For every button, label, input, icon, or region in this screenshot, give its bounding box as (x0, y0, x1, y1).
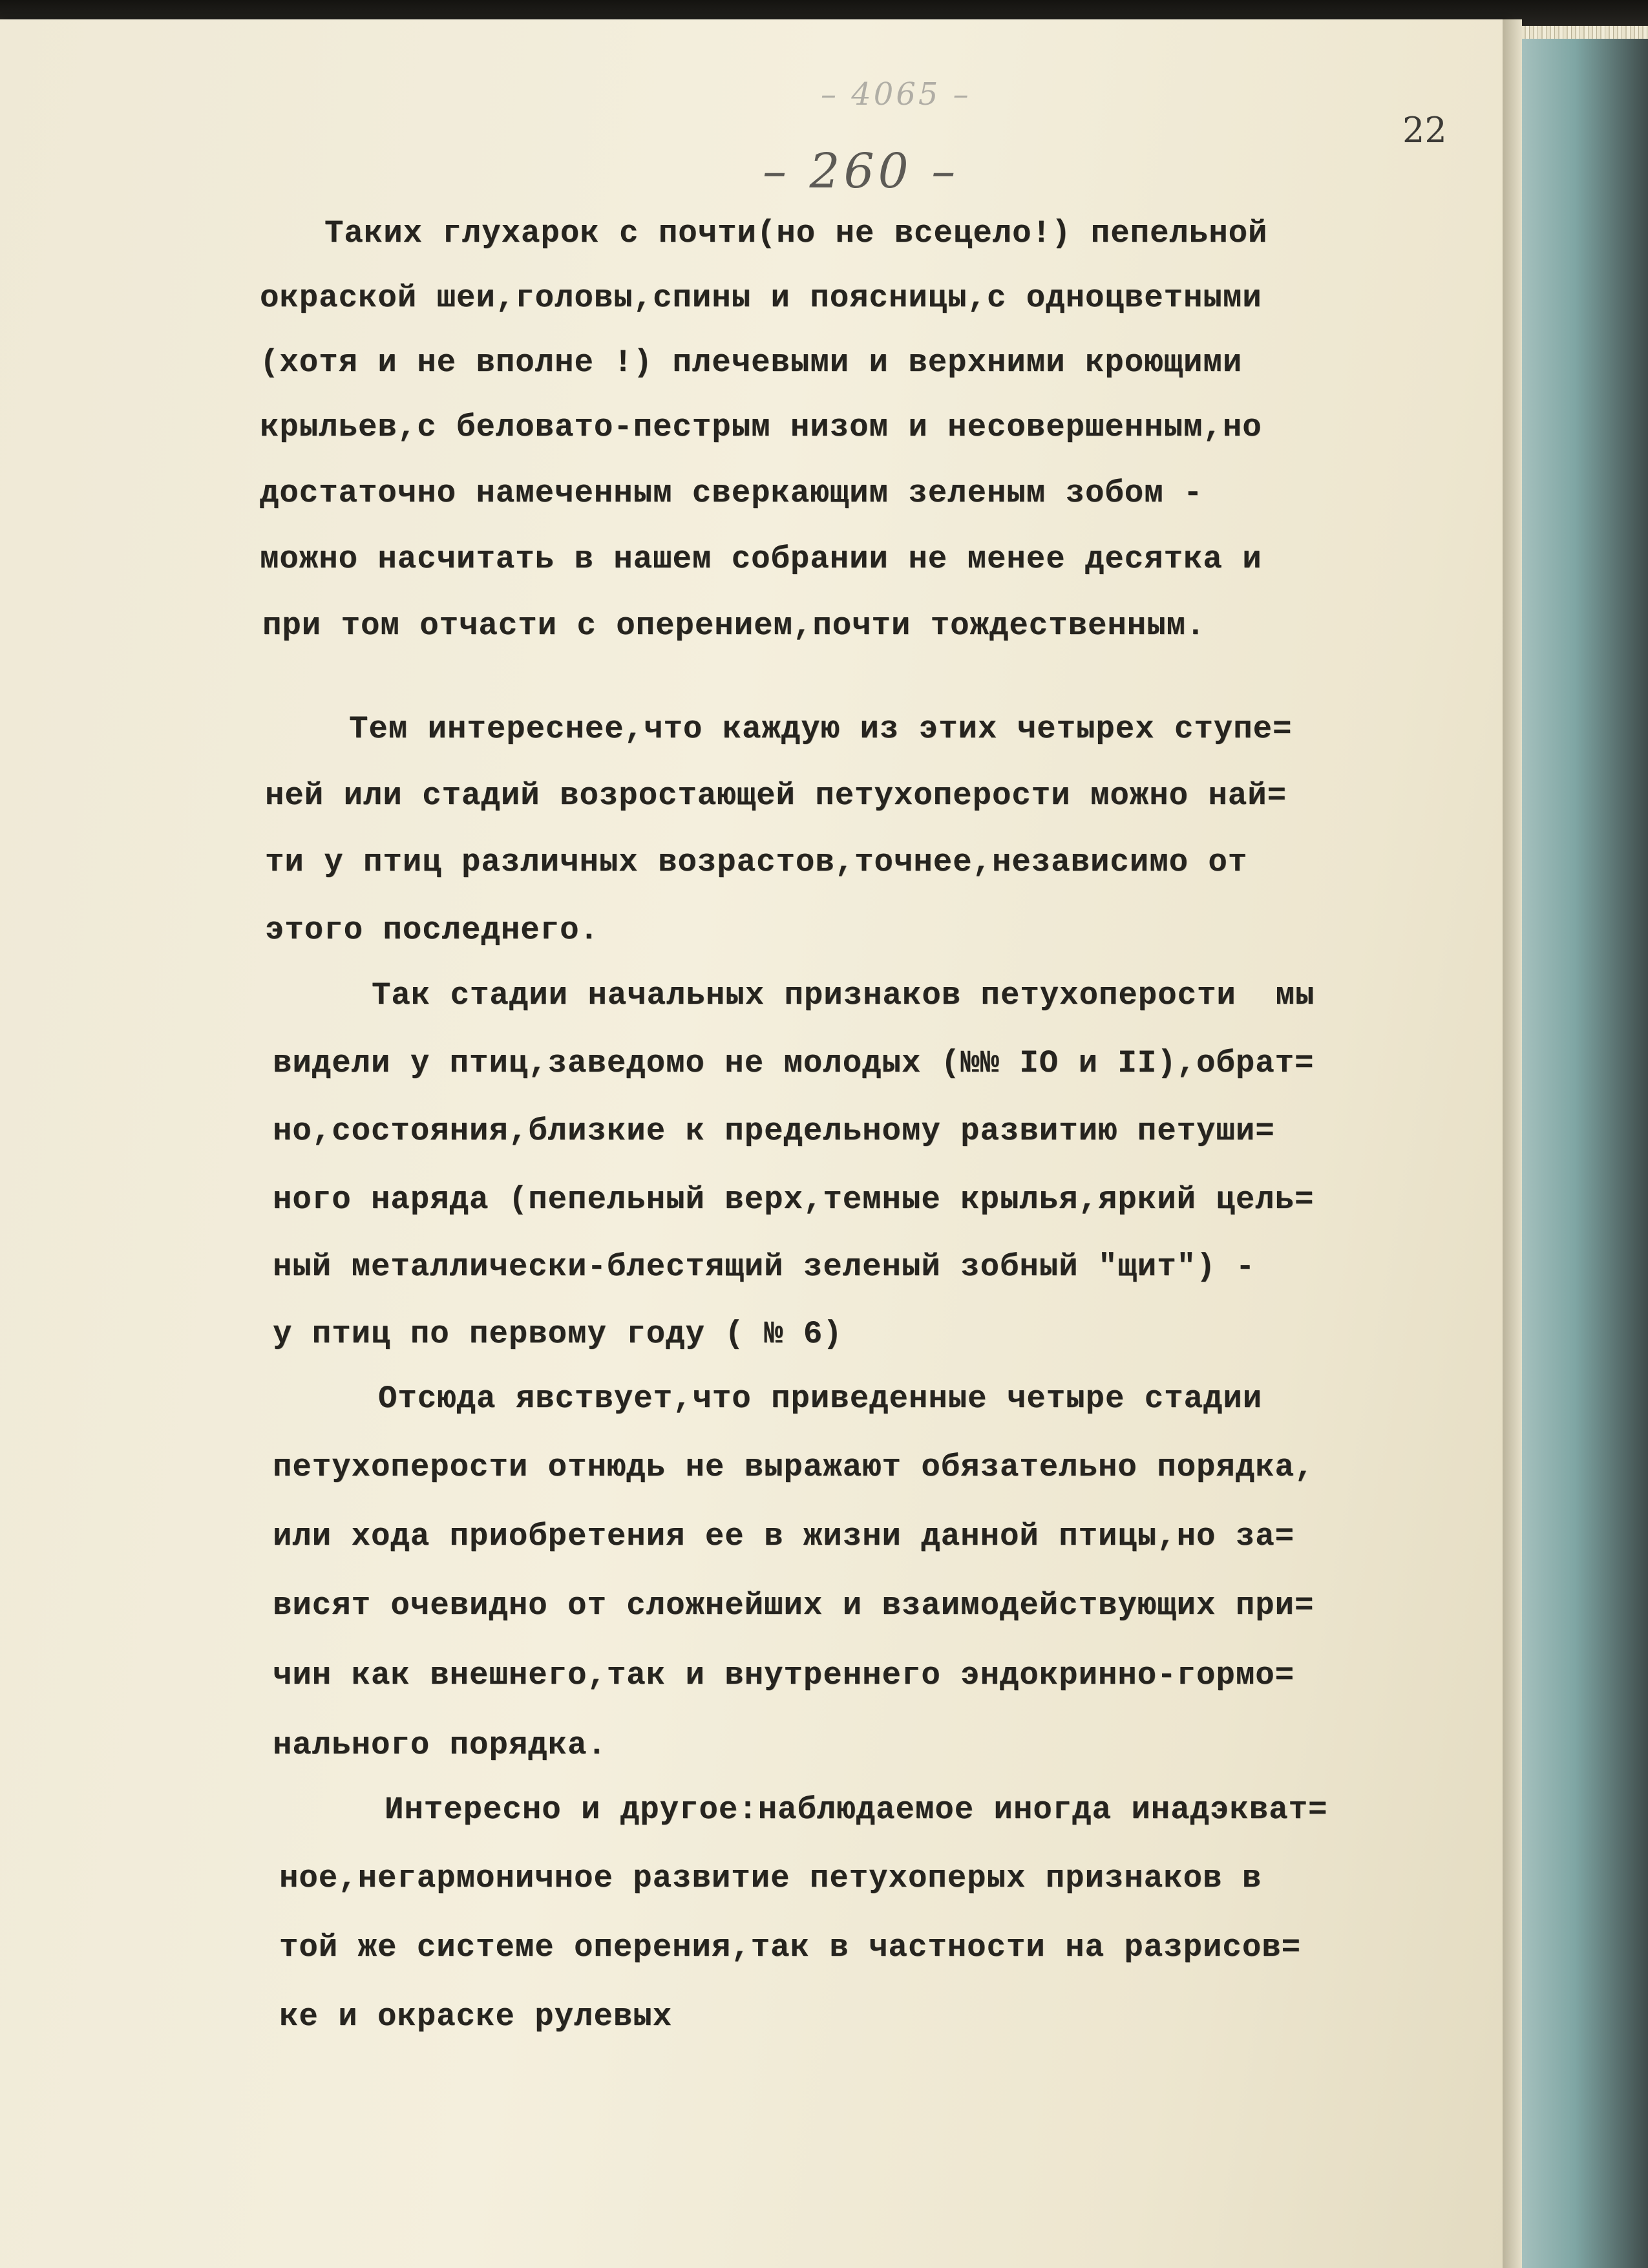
text-line: нального порядка. (273, 1727, 607, 1763)
pencil-page-number: – 260 – (763, 143, 960, 199)
text-line: чин как внешнего,так и внутреннего эндокринно-гормо= (273, 1657, 1295, 1693)
text-line: той же системе оперения,так в частности на разрисов= (279, 1929, 1302, 1966)
text-line: но,состояния,близкие к предельному развитию петуши= (273, 1113, 1275, 1149)
text-line: ный металлически-блестящий зеленый зобный "щит") - (273, 1249, 1256, 1285)
text-line: или хода приобретения ее в жизни данной птицы,но за= (273, 1518, 1295, 1554)
page-number: 22 (1402, 110, 1447, 151)
pencil-archive-number: – 4065 – (821, 76, 971, 112)
text-line: Отсюда явствует,что приведенные четыре стадии (378, 1381, 1263, 1417)
folder-cover-edge (1516, 39, 1648, 2268)
text-line: крыльев,с беловато-пестрым низом и несовершенным,но (260, 409, 1262, 445)
text-line: окраской шеи,головы,спины и поясницы,с одноцветными (260, 280, 1262, 316)
text-line: ней или стадий возростающей петухоперости можно най= (265, 778, 1287, 814)
text-line: Тем интереснее,что каждую из этих четырех ступе= (349, 711, 1293, 747)
text-line: ке и окраске рулевых (279, 1998, 673, 2035)
text-line: ного наряда (пепельный верх,темные крылья,яркий цель= (273, 1182, 1315, 1218)
paper-edge (1503, 19, 1522, 2268)
text-line: (хотя и не вполне !) плечевыми и верхними кроющими (260, 344, 1243, 381)
text-line: Таких глухарок с почти(но не всецело!) пепельной (324, 215, 1268, 251)
text-line: при том отчасти с оперением,почти тождественным. (262, 608, 1206, 644)
text-line: видели у птиц,заведомо не молодых (№№ IO и II),обрат= (273, 1045, 1315, 1081)
text-line: ное,негармоничное развитие петухоперых признаков в (279, 1860, 1262, 1896)
text-line: у птиц по первому году ( № 6) (273, 1316, 843, 1352)
text-line: достаточно намеченным сверкающим зеленым зобом - (260, 475, 1203, 511)
text-line: можно насчитать в нашем собрании не менее десятка и (260, 541, 1262, 577)
text-line: петухоперости отнюдь не выражают обязательно порядка, (273, 1449, 1315, 1485)
text-line: Интересно и другое:наблюдаемое иногда инадэкват= (385, 1792, 1328, 1828)
text-line: висят очевидно от сложнейших и взаимодействующих при= (273, 1587, 1315, 1624)
text-line: этого последнего. (265, 912, 599, 948)
text-line: ти у птиц различных возрастов,точнее,независимо от (265, 844, 1248, 880)
text-line: Так стадии начальных признаков петухоперости мы (372, 977, 1315, 1013)
